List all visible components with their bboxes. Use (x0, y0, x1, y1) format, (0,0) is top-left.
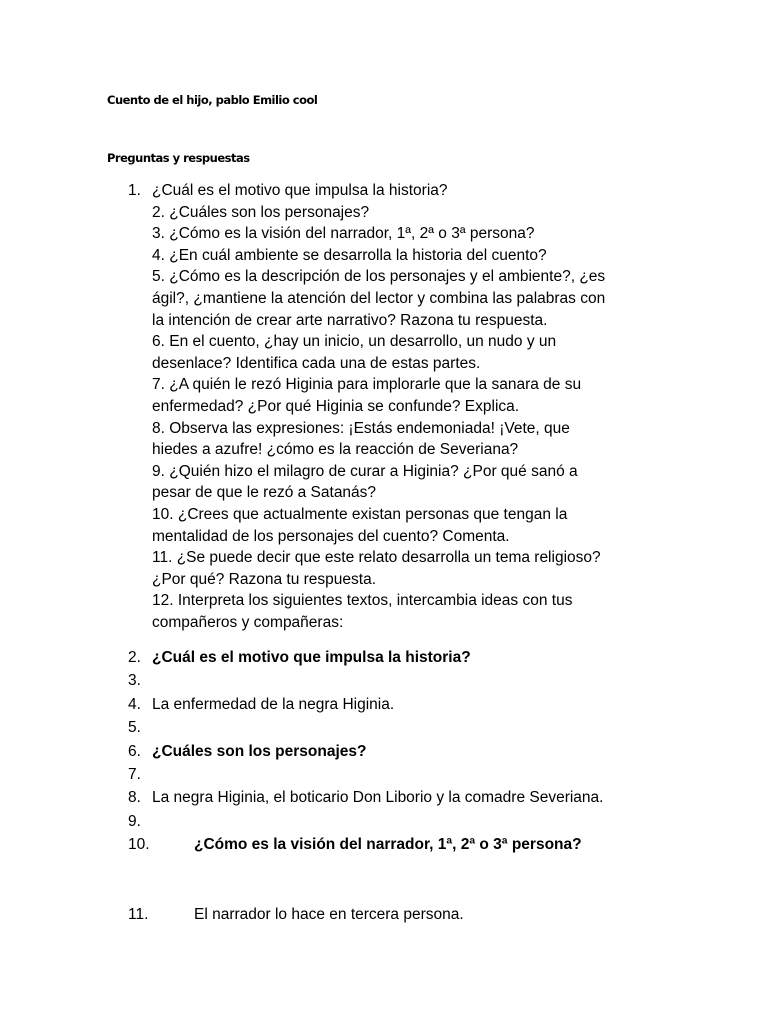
question-line: 12. Interpreta los siguientes textos, intercambia ideas con tus (152, 592, 573, 610)
question-line: 5. ¿Cómo es la descripción de los personajes y el ambiente?, ¿es (152, 268, 606, 286)
question-line: hiedes a azufre! ¿cómo es la reacción de Severiana? (152, 441, 519, 459)
question-line: mentalidad de los personajes del cuento? Comenta. (152, 527, 510, 545)
question-line: compañeros y compañeras: (152, 613, 344, 631)
answer-number: 5. (128, 719, 141, 737)
question-line: enfermedad? ¿Por qué Higinia se confunde? Explica. (152, 397, 520, 415)
answer-text: El narrador lo hace en tercera persona. (194, 906, 464, 923)
question-line: 6. En el cuento, ¿hay un inicio, un desarrollo, un nudo y un (152, 333, 557, 351)
answers-list (128, 646, 688, 923)
question-line: 9. ¿Quién hizo el milagro de curar a Higinia? ¿Por qué sanó a (152, 462, 578, 480)
answer-item-3 (128, 669, 688, 692)
answer-item-11 (128, 903, 464, 926)
answer-text: La enfermedad de la negra Higinia. (152, 695, 395, 713)
answer-number: 9. (128, 812, 141, 830)
answer-item-9 (128, 810, 688, 833)
question-line: 3. ¿Cómo es la visión del narrador, 1ª, 2ª o 3ª persona? (152, 225, 535, 243)
question-line: ágil?, ¿mantiene la atención del lector y combina las palabras con (152, 289, 606, 307)
question-line: pesar de que le rezó a Satanás? (152, 484, 377, 502)
question-line: la intención de crear arte narrativo? Razona tu respuesta. (152, 311, 548, 329)
document-title: Cuento de el hijo, pablo Emilio cool (107, 93, 318, 107)
answer-number: 11. (128, 906, 149, 923)
answer-item-6 (128, 740, 688, 763)
answer-item-10 (128, 833, 582, 856)
question-line: ¿Por qué? Razona tu respuesta. (152, 570, 377, 588)
question-line: 8. Observa las expresiones: ¡Estás endemoniada! ¡Vete, que (152, 419, 570, 437)
answer-number: 4. (128, 695, 141, 713)
answer-item-8 (128, 786, 688, 809)
answer-number: 8. (128, 789, 141, 807)
answer-item-2 (128, 646, 688, 669)
question-line: 11. ¿Se puede decir que este relato desarrolla un tema religioso? (152, 549, 601, 567)
answer-number: 3. (128, 672, 141, 690)
question-line: desenlace? Identifica cada una de estas partes. (152, 354, 481, 372)
answer-text: La negra Higinia, el boticario Don Liborio y la comadre Severiana. (152, 789, 604, 807)
answer-item-4 (128, 693, 688, 716)
answer-text: ¿Cuáles son los personajes? (152, 742, 367, 760)
questions-list (128, 180, 668, 633)
answer-item-7 (128, 763, 688, 786)
question-line: 4. ¿En cuál ambiente se desarrolla la historia del cuento? (152, 246, 547, 264)
question-number: 1. (128, 182, 141, 199)
question-line: 10. ¿Crees que actualmente existan personas que tengan la (152, 505, 568, 523)
answer-number: 10. (128, 836, 150, 853)
answer-item-5 (128, 716, 688, 739)
question-line: 2. ¿Cuáles son los personajes? (152, 203, 370, 221)
section-heading: Preguntas y respuestas (107, 151, 250, 165)
question-text: ¿Cuál es el motivo que impulsa la historia? (152, 182, 448, 199)
answer-number: 6. (128, 742, 141, 760)
question-line: 7. ¿A quién le rezó Higinia para implorarle que la sanara de su (152, 376, 582, 394)
answer-number: 2. (128, 649, 141, 666)
question-item-1 (128, 180, 668, 202)
answer-text: ¿Cómo es la visión del narrador, 1ª, 2ª o 3ª persona? (194, 836, 582, 853)
answer-text: ¿Cuál es el motivo que impulsa la historia? (152, 649, 471, 666)
answer-number: 7. (128, 765, 141, 783)
